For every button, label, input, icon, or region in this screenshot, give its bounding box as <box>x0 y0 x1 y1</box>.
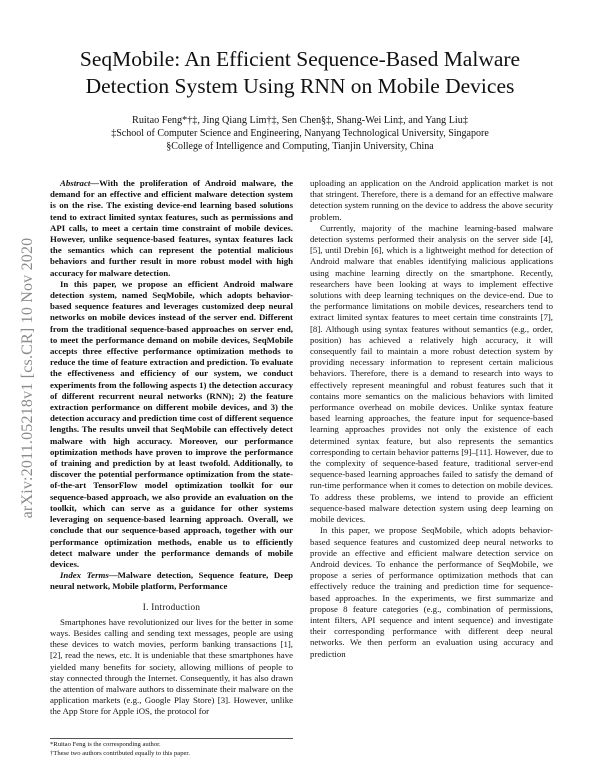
arxiv-sidebar <box>16 168 40 588</box>
abstract-paragraph <box>50 178 293 279</box>
index-terms-lead: Index Terms <box>60 570 109 581</box>
footnotes <box>50 738 293 758</box>
author-list: Ruitao Feng*†‡, Jing Qiang Lim†‡, Sen Chen§‡, Shang-Wei Lin‡, and Yang Liu‡ <box>132 115 468 126</box>
abstract-lead: Abstract— <box>60 178 100 188</box>
body-paragraph: Smartphones have revolutionized our lives for the better in some ways. Besides calling and sending text messages, people are using these devices to watch movies, perform banking transactions [1], [2], read the news, etc. It is undeniable that these smartphones have yielded many benefits for society, allowing millions of people to stay connected through the Internet. Consequently, it has also drawn the attention of malware authors to disseminate their malware on the application markets (e.g., Google Play Store) [3]. However, unlike the App Store for Apple iOS, the protocol for <box>50 616 293 717</box>
abstract-paragraph <box>50 279 293 570</box>
footnote: †These two authors contributed equally to this paper. <box>50 749 190 757</box>
abstract-text: With the proliferation of Android malware, the demand for an effective and efficient malware detection system is on the rise. The existing device-end learning based solutions tend to extract limited syntax features, such as permissions and API calls, to meet a certain time constraint of mobile devices. However, unlike sequence-based features, syntax features lack the semantics which can represent the potential malicious behaviors and further result in more robust model with high accuracy for malware detection. <box>50 178 293 278</box>
paper-title: SeqMobile: An Efficient Sequence-Based Malware Detection System Using RNN on Mobile Devices <box>79 47 521 98</box>
arxiv-identifier: arXiv:2011.05218v1 [cs.CR] 10 Nov 2020 <box>19 237 36 519</box>
affiliation-ntu: ‡School of Computer Science and Engineering, Nanyang Technological University, Singapore <box>111 128 489 139</box>
index-terms <box>50 570 293 592</box>
abstract <box>50 178 293 570</box>
body-paragraph: In this paper, we propose SeqMobile, which adopts behavior-based sequence features and customized deep neural networks to provide an effective and efficient malware detection service on Android devices. To enhance the performance of SeqMobile, we propose a series of performance optimization methods that can effectively reduce the training and prediction time for sequence-based approaches. In the experiments, we first summarize and propose 8 feature categories (e.g., combination of permissions, intent filters, API sequence and intent sequence) and investigate their corresponding performance with different deep neural networks. We then perform an evaluation using accuracy and prediction <box>310 525 553 659</box>
body-paragraph: Currently, majority of the machine learning-based malware detection systems performed their analysis on the server side [4], [5], until Drebin [6], which is a lightweight method for detection of Android malware that enables identifying malicious applications using machine learning directly on the smartphone. Recently, researchers have been looking at ways to implement effective solutions with deep learning techniques on the device-end. Due to the performance limitations on mobile devices, researchers tend to extract limited syntax features to meet certain time constraints [7], [8]. Although using syntax features without semantics (e.g., order, position) has achieved a relatively high accuracy, it will consequently fail to maintain a more robust detection system by providing necessary information to represent certain malicious behaviors. Therefore, there is a demand to research into ways to effectively represent meaningful and robust features such that it contains more semantics on the malicious behaviors with limited performance overhead on mobile devices. Unlike syntax feature based learning approaches, the feature input for sequence-based learning approaches provides not only the existence of each determined syntax feature, but also represents the semantics corresponding to certain behavior patterns [9]–[11]. However, due to the complexity of sequence-based feature, traditional server-end sequence-based learning approaches failed to satisfy the demand of run-time performance when it comes to detection on mobile devices. To address these problems, we intend to provide an efficient sequence-based malware detection system using deep learning on mobile devices. <box>310 222 553 525</box>
body-paragraph: uploading an application on the Android application market is not that stringent. Therefore, there is a demand for an effective malware detection system running on the device to address the above security problem. <box>310 178 553 222</box>
left-column <box>50 178 293 718</box>
right-column <box>310 178 553 660</box>
section-heading-introduction: I. Introduction <box>142 601 201 612</box>
index-terms-text: —Malware detection, Sequence feature, Deep neural network, Mobile platform, Performance <box>50 570 293 592</box>
footnote: *Ruitao Feng is the corresponding author. <box>50 741 161 748</box>
affiliation-tju: §College of Intelligence and Computing, Tianjin University, China <box>166 141 434 152</box>
abstract-text: In this paper, we propose an efficient Android malware detection system, named SeqMobile, which adopts behavior-based sequence features and leverages customized deep neural networks on mobile devices instead of the server end. Different from the traditional sequence-based approaches on server end, to meet the performance demand on mobile devices, SeqMobile accepts three effective performance optimization methods to reduce the time of feature extraction and prediction. To evaluate the effectiveness and efficiency of our system, we conduct experiments from the following aspects 1) the detection accuracy of different recurrent neural networks (RNN); 2) the feature extraction performance on different mobile devices, and 3) the detection accuracy and prediction time cost of different sequence lengths. The results unveil that SeqMobile can effectively detect malware with high accuracy. Moreover, our performance optimization methods have proven to improve the performance of training and prediction by at least twofold. Additionally, to discover the potential performance optimization from the state-of-the-art TensorFlow model optimization toolkit for our sequence-based approach, we also provide an evaluation on the toolkit, which can serve as a guidance for other systems leveraging on sequence-based learning approach. Overall, we conclude that our sequence-based approach, together with our performance optimization methods, enable us to efficiently detect malware under the performance demands of mobile devices. <box>50 278 294 569</box>
